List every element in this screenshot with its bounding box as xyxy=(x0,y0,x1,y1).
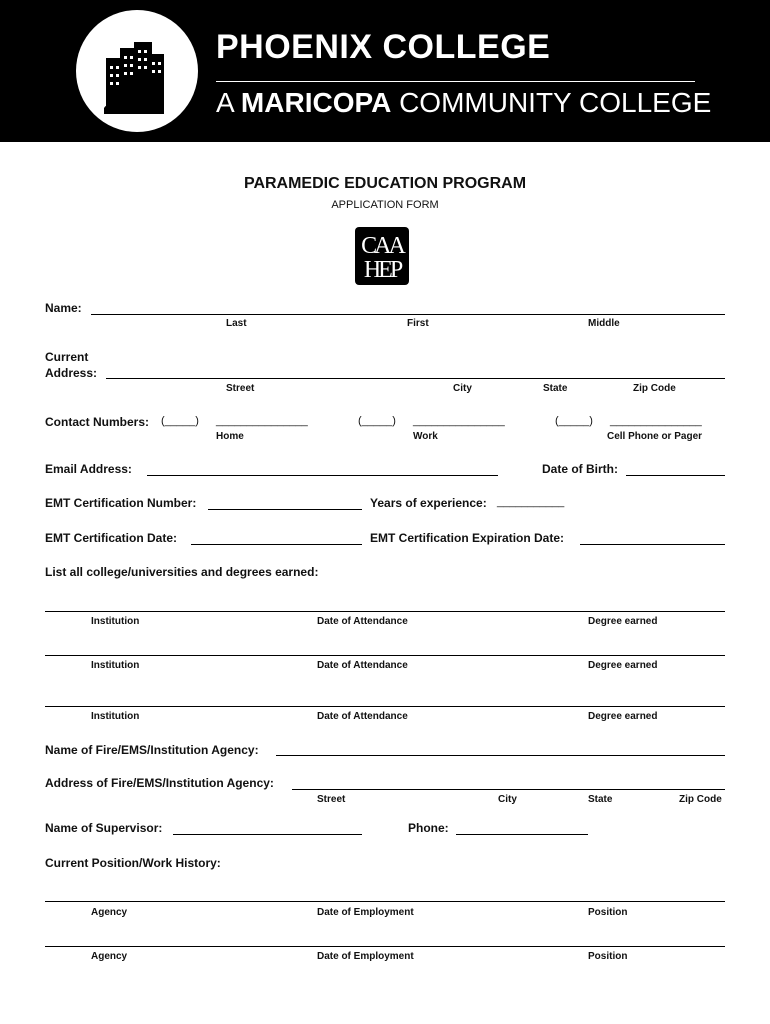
header-divider xyxy=(216,81,695,82)
education-row-2-field[interactable] xyxy=(45,655,725,656)
form-title: PARAMEDIC EDUCATION PROGRAM xyxy=(243,175,527,192)
institution-caption: Institution xyxy=(91,711,140,722)
cell-area-code[interactable]: (_____) xyxy=(555,415,593,427)
supervisor-field[interactable] xyxy=(173,834,362,835)
position-caption: Position xyxy=(588,951,628,962)
buildings-icon xyxy=(76,10,198,132)
name-middle-caption: Middle xyxy=(588,318,620,329)
institution-caption: Institution xyxy=(91,616,140,627)
home-phone-field[interactable]: _______________ xyxy=(216,415,308,427)
agency-caption: Agency xyxy=(91,907,128,918)
agency-address-label: Address of Fire/EMS/Institution Agency: xyxy=(45,776,274,790)
home-area-code[interactable]: (_____) xyxy=(161,415,199,427)
emt-number-label: EMT Certification Number: xyxy=(45,496,197,510)
education-label: List all college/universities and degrees earned: xyxy=(45,565,319,579)
emt-number-field[interactable] xyxy=(208,509,362,510)
cell-phone-field[interactable]: _______________ xyxy=(610,415,702,427)
employment-date-caption: Date of Employment xyxy=(317,907,414,918)
agency-address-field[interactable] xyxy=(292,789,725,790)
college-tagline: A MARICOPA COMMUNITY COLLEGE xyxy=(216,87,712,118)
emt-expiration-field[interactable] xyxy=(580,544,725,545)
college-logo xyxy=(76,10,198,132)
name-label: Name: xyxy=(45,301,82,315)
agency-name-field[interactable] xyxy=(276,755,725,756)
work-area-code[interactable]: (_____) xyxy=(358,415,396,427)
address-street-caption: Street xyxy=(226,383,255,394)
svg-text:CAA: CAA xyxy=(361,233,403,259)
emt-date-label: EMT Certification Date: xyxy=(45,531,178,545)
name-field[interactable] xyxy=(91,314,725,315)
dob-label: Date of Birth: xyxy=(542,462,618,476)
work-history-row-2-field[interactable] xyxy=(45,946,725,947)
form-subtitle: APPLICATION FORM xyxy=(331,199,439,211)
degree-caption: Degree earned xyxy=(588,660,658,671)
agency-caption: Agency xyxy=(91,951,128,962)
education-row-1-field[interactable] xyxy=(45,611,725,612)
emt-date-field[interactable] xyxy=(191,544,362,545)
attendance-caption: Date of Attendance xyxy=(317,616,408,627)
address-label: Address: xyxy=(45,366,98,380)
address-field[interactable] xyxy=(106,378,725,379)
svg-text:HEP: HEP xyxy=(363,257,401,283)
agency-city-caption: City xyxy=(498,794,517,805)
education-row-3-field[interactable] xyxy=(45,706,725,707)
work-caption: Work xyxy=(413,431,438,442)
years-label: Years of experience: xyxy=(370,496,487,510)
years-field[interactable]: ___________ xyxy=(497,496,565,508)
email-field[interactable] xyxy=(147,475,498,476)
degree-caption: Degree earned xyxy=(588,711,658,722)
address-zip-caption: Zip Code xyxy=(633,383,676,394)
agency-name-label: Name of Fire/EMS/Institution Agency: xyxy=(45,743,259,757)
college-name: PHOENIX COLLEGE xyxy=(216,28,551,66)
attendance-caption: Date of Attendance xyxy=(317,711,408,722)
phone-label: Phone: xyxy=(408,821,449,835)
current-label: Current xyxy=(45,350,89,364)
caahep-logo xyxy=(355,227,409,285)
agency-zip-caption: Zip Code xyxy=(679,794,722,805)
attendance-caption: Date of Attendance xyxy=(317,660,408,671)
address-state-caption: State xyxy=(543,383,568,394)
phone-field[interactable] xyxy=(456,834,588,835)
home-caption: Home xyxy=(216,431,244,442)
caahep-logo-mark xyxy=(355,227,409,285)
institution-caption: Institution xyxy=(91,660,140,671)
name-first-caption: First xyxy=(407,318,429,329)
employment-date-caption: Date of Employment xyxy=(317,951,414,962)
dob-field[interactable] xyxy=(626,475,725,476)
work-history-label: Current Position/Work History: xyxy=(45,856,221,870)
agency-street-caption: Street xyxy=(317,794,346,805)
work-history-row-1-field[interactable] xyxy=(45,901,725,902)
work-phone-field[interactable]: _______________ xyxy=(413,415,505,427)
email-label: Email Address: xyxy=(45,462,132,476)
address-city-caption: City xyxy=(453,383,472,394)
position-caption: Position xyxy=(588,907,628,918)
emt-expiration-label: EMT Certification Expiration Date: xyxy=(370,531,565,545)
agency-state-caption: State xyxy=(588,794,613,805)
supervisor-label: Name of Supervisor: xyxy=(45,821,163,835)
contact-numbers-label: Contact Numbers: xyxy=(45,415,150,429)
cell-caption: Cell Phone or Pager xyxy=(607,431,703,442)
name-last-caption: Last xyxy=(226,318,247,329)
degree-caption: Degree earned xyxy=(588,616,658,627)
